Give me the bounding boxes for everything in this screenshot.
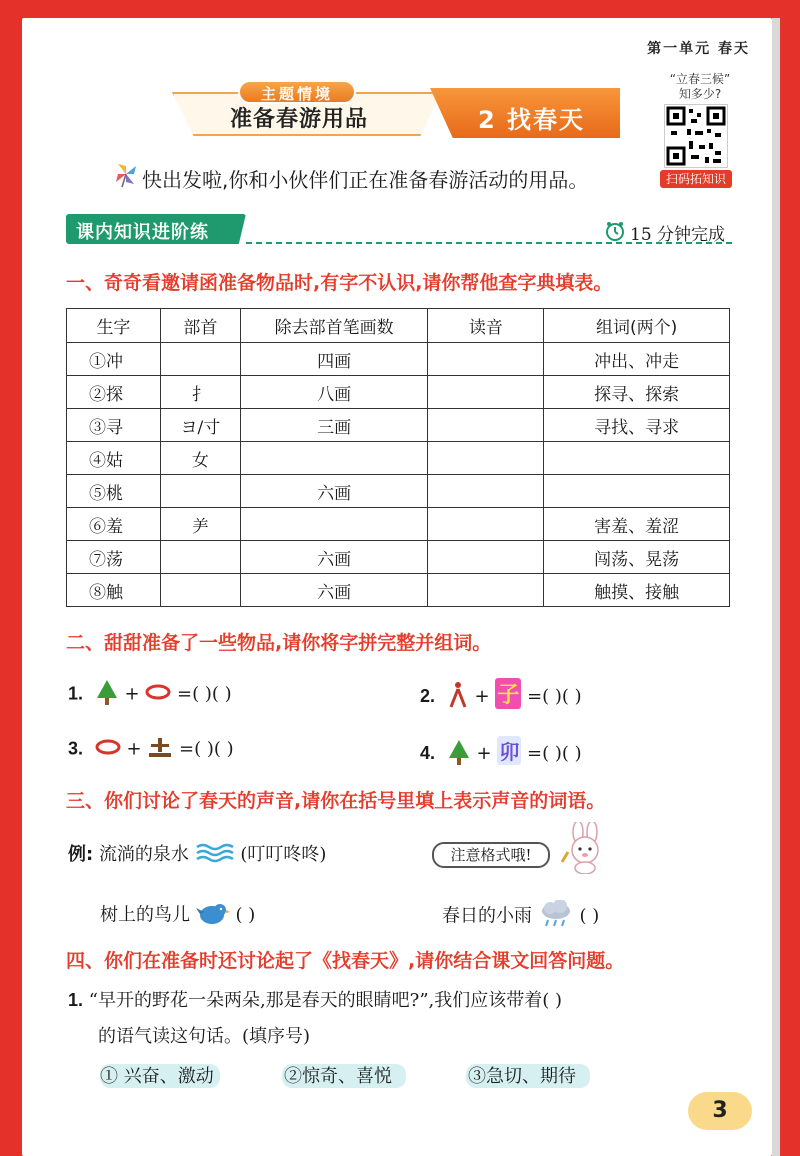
- cell-words[interactable]: 触摸、接触: [544, 574, 730, 607]
- option-1[interactable]: ① 兴奋、激动: [100, 1066, 214, 1087]
- person-icon: [447, 681, 469, 714]
- option-2[interactable]: ②惊奇、喜悦: [284, 1066, 392, 1087]
- cell-words[interactable]: [544, 442, 730, 475]
- item-number: 2.: [420, 686, 436, 706]
- col-header: 组词(两个): [544, 309, 730, 343]
- q4-question: [68, 986, 562, 1012]
- cell-words[interactable]: 闯荡、晃荡: [544, 541, 730, 574]
- cell-pinyin[interactable]: [428, 442, 544, 475]
- cell-radical[interactable]: ⺶: [160, 508, 240, 541]
- plus-sign: +: [474, 686, 490, 707]
- rain-cloud-icon: [538, 900, 574, 933]
- table-row: [67, 508, 730, 541]
- plus-sign: +: [124, 683, 140, 705]
- cell-strokes[interactable]: 六画: [240, 475, 428, 508]
- item-number: 1.: [68, 683, 84, 704]
- cell-pinyin[interactable]: [428, 409, 544, 442]
- q3-heading: 三、你们讨论了春天的声音,请你在括号里填上表示声音的词语。: [66, 790, 606, 812]
- answer-blank[interactable]: ( ): [579, 905, 600, 927]
- col-header: 读音: [428, 309, 544, 343]
- table-row: [67, 409, 730, 442]
- cell-char: ③寻: [67, 409, 161, 442]
- cell-strokes[interactable]: [240, 508, 428, 541]
- qr-caption-line2: 知多少?: [678, 87, 722, 101]
- item-number: 4.: [420, 743, 436, 763]
- cell-pinyin[interactable]: [428, 574, 544, 607]
- example-answer: (叮叮咚咚): [240, 844, 327, 865]
- pinwheel-icon: [112, 160, 140, 192]
- cell-char: ②探: [67, 376, 161, 409]
- cell-char: ①冲: [67, 343, 161, 376]
- item-number: 1.: [68, 990, 84, 1010]
- cell-strokes[interactable]: 四画: [240, 343, 428, 376]
- tree-icon: [95, 678, 119, 711]
- cell-pinyin[interactable]: [428, 343, 544, 376]
- item-text: 春日的小雨: [442, 905, 532, 927]
- cell-pinyin[interactable]: [428, 508, 544, 541]
- cell-pinyin[interactable]: [428, 475, 544, 508]
- cell-strokes[interactable]: 八画: [240, 376, 428, 409]
- table-row: [67, 541, 730, 574]
- answer-blanks[interactable]: =( )( ): [179, 738, 234, 760]
- q3-item-1: [100, 900, 255, 931]
- cell-words[interactable]: 冲出、冲走: [544, 343, 730, 376]
- cell-char: ④姑: [67, 442, 161, 475]
- table-row: [67, 376, 730, 409]
- cell-radical[interactable]: [160, 475, 240, 508]
- lips-icon: [145, 684, 171, 705]
- page-number: 3: [688, 1092, 752, 1130]
- table-header-row: [67, 309, 730, 343]
- water-wave-icon: [195, 842, 235, 869]
- q3-example: [68, 840, 326, 869]
- cell-radical[interactable]: 女: [160, 442, 240, 475]
- cell-pinyin[interactable]: [428, 541, 544, 574]
- theme-tag: 主题情境: [238, 80, 356, 104]
- q3-item-2: [442, 900, 599, 933]
- char-table: [66, 308, 730, 607]
- answer-blank[interactable]: ( ): [235, 904, 256, 926]
- qr-caption: [660, 72, 740, 102]
- section-title: 课内知识进阶练: [76, 222, 209, 243]
- banner-title: 准备春游用品: [230, 107, 369, 132]
- col-header: 部首: [160, 309, 240, 343]
- hint-bubble: 注意格式哦!: [432, 842, 550, 868]
- table-row: [67, 475, 730, 508]
- cell-pinyin[interactable]: [428, 376, 544, 409]
- plus-sign: +: [126, 738, 142, 760]
- stand-icon: [147, 736, 173, 763]
- qr-code-icon[interactable]: [664, 104, 728, 168]
- item-number: 3.: [68, 738, 84, 759]
- table-row: [67, 442, 730, 475]
- q2-heading: 二、甜甜准备了一些物品,请你将字拼完整并组词。: [66, 632, 492, 654]
- timer-text: 15 分钟完成: [630, 225, 726, 245]
- q2-item-3: [68, 736, 234, 763]
- example-label: 例:: [68, 844, 94, 865]
- clock-icon: [604, 220, 626, 246]
- lesson-title: 2 找春天: [478, 106, 586, 134]
- table-row: [67, 343, 730, 376]
- q2-item-2: [420, 678, 582, 714]
- cell-strokes[interactable]: 六画: [240, 541, 428, 574]
- question-line-1: “早开的野花一朵两朵,那是春天的眼睛吧?”,我们应该带着( ): [88, 990, 563, 1011]
- cell-words[interactable]: 探寻、探索: [544, 376, 730, 409]
- cell-strokes[interactable]: 三画: [240, 409, 428, 442]
- tree-icon: [447, 738, 471, 771]
- cell-char: ⑤桃: [67, 475, 161, 508]
- cell-char: ⑥羞: [67, 508, 161, 541]
- answer-blanks[interactable]: =( )( ): [527, 686, 582, 707]
- plus-sign: +: [476, 743, 492, 764]
- rabbit-icon: [558, 822, 612, 878]
- q2-item-4: [420, 736, 582, 771]
- page-edge: [772, 18, 780, 1156]
- col-header: 生字: [67, 309, 161, 343]
- cell-strokes[interactable]: 六画: [240, 574, 428, 607]
- answer-blanks[interactable]: =( )( ): [177, 683, 232, 705]
- item-text: 树上的鸟儿: [100, 904, 190, 926]
- qr-caption-line1: “立春三候”: [669, 72, 731, 86]
- cell-words[interactable]: 寻找、寻求: [544, 409, 730, 442]
- zi-char-tile: 子: [495, 678, 521, 709]
- option-3[interactable]: ③急切、期待: [468, 1066, 576, 1087]
- answer-blanks[interactable]: =( )( ): [527, 743, 582, 764]
- qr-label: 扫码拓知识: [660, 170, 732, 188]
- cell-radical[interactable]: [160, 541, 240, 574]
- q2-item-1: [68, 678, 232, 711]
- cell-char: ⑧触: [67, 574, 161, 607]
- unit-label: 第一单元 春天: [647, 41, 750, 57]
- col-header: 除去部首笔画数: [240, 309, 428, 343]
- intro-text: 快出发啦,你和小伙伴们正在准备春游活动的用品。: [142, 168, 589, 192]
- cell-radical[interactable]: 扌: [160, 376, 240, 409]
- lips-icon: [95, 739, 121, 760]
- q1-heading: 一、奇奇看邀请函准备物品时,有字不认识,请你帮他查字典填表。: [66, 272, 613, 294]
- cell-strokes[interactable]: [240, 442, 428, 475]
- example-text: 流淌的泉水: [98, 844, 189, 865]
- cell-radical[interactable]: ヨ/寸: [160, 409, 240, 442]
- bird-icon: [196, 900, 230, 931]
- cell-char: ⑦荡: [67, 541, 161, 574]
- cell-radical[interactable]: [160, 574, 240, 607]
- cell-words[interactable]: 害羞、羞涩: [544, 508, 730, 541]
- q4-heading: 四、你们在准备时还讨论起了《找春天》,请你结合课文回答问题。: [66, 950, 625, 972]
- table-row: [67, 574, 730, 607]
- cell-words[interactable]: [544, 475, 730, 508]
- cell-radical[interactable]: [160, 343, 240, 376]
- q4-question-line2: 的语气读这句话。(填序号): [98, 1026, 311, 1047]
- mao-char-tile: 卯: [497, 736, 521, 765]
